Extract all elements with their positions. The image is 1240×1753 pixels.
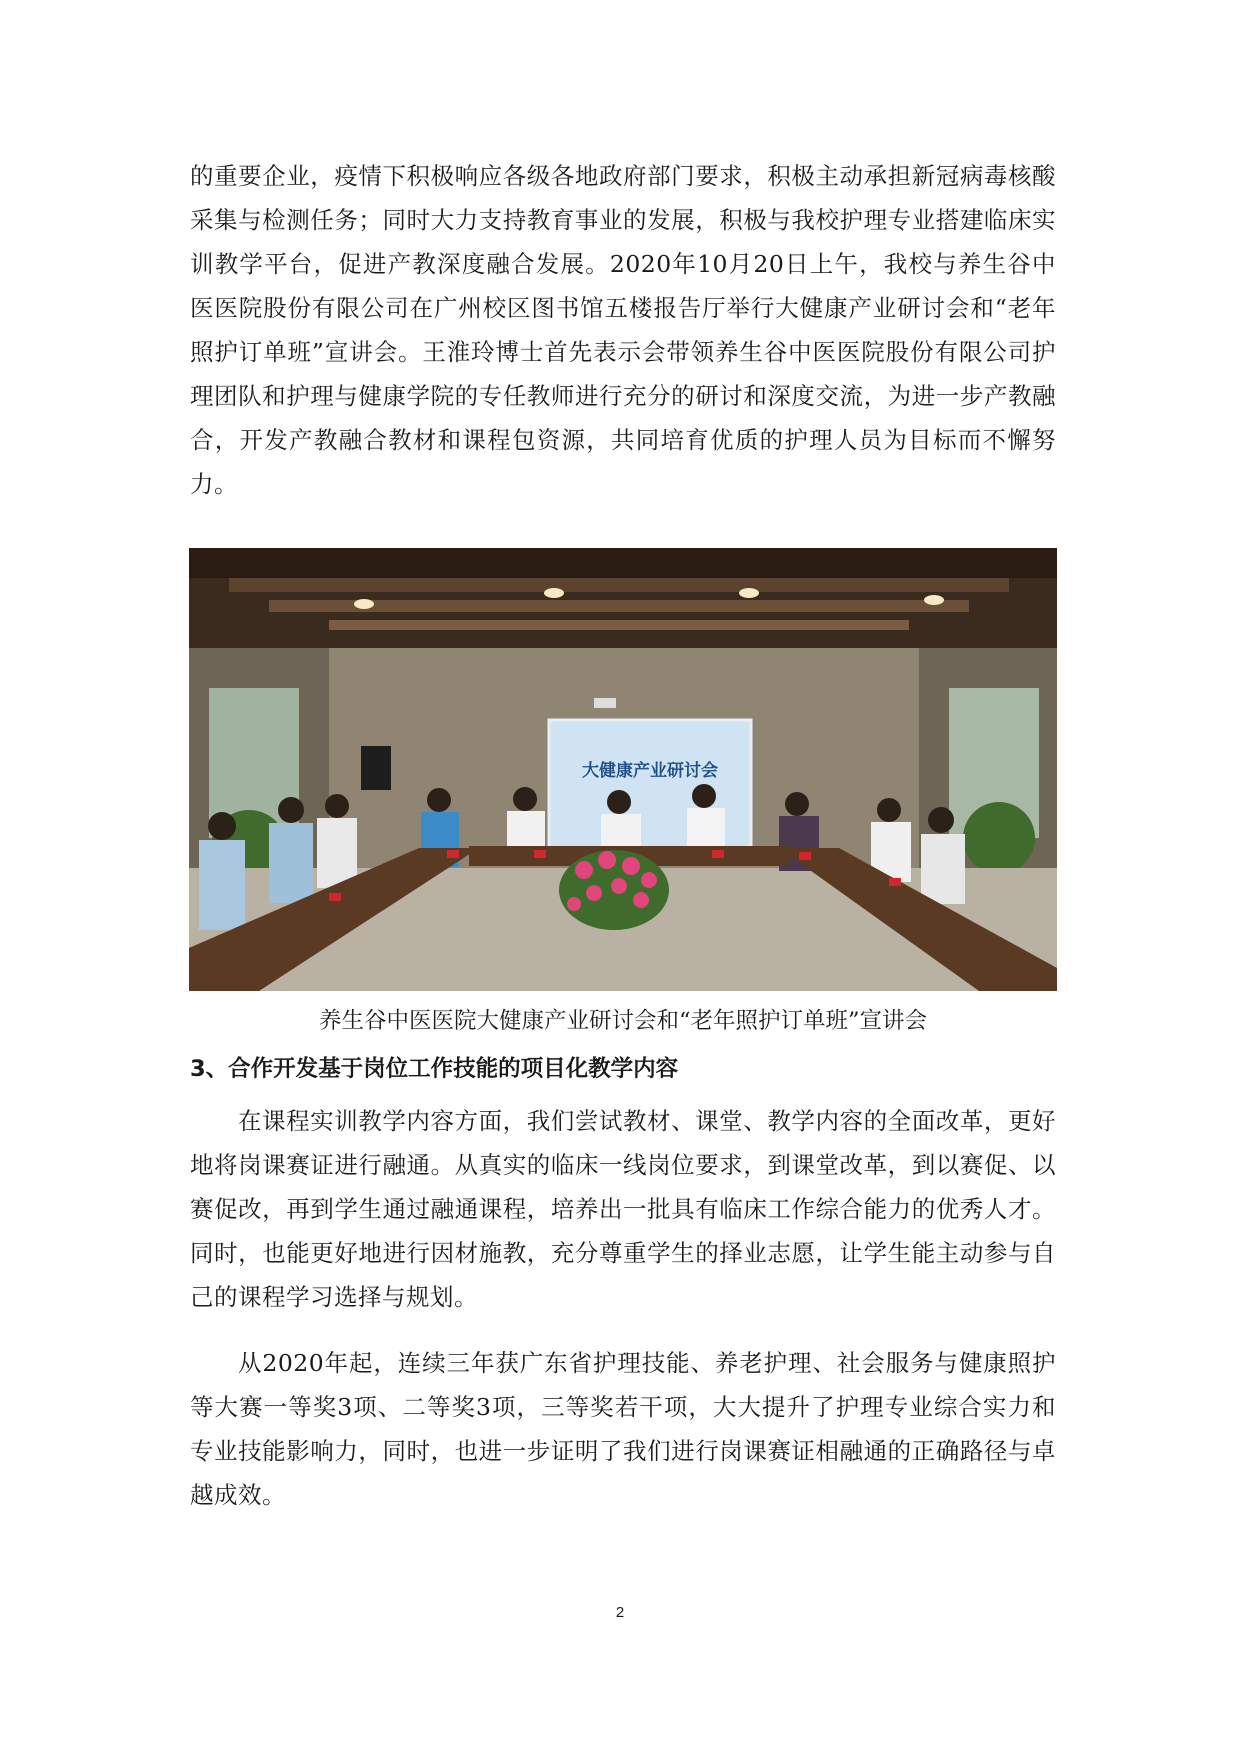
body-paragraph-awards — [190, 1341, 1056, 1517]
page-number: 2 — [615, 1604, 625, 1621]
body-paragraph-teaching — [190, 1099, 1056, 1319]
photo-caption: 养生谷中医医院大健康产业研讨会和“老年照护订单班”宣讲会 — [318, 1008, 927, 1034]
paragraph-text: 从2020年起，连续三年获广东省护理技能、养老护理、社会服务与健康照护等大赛一等奖3项、二等奖3项，三等奖若干项，大大提升了护理专业综合实力和专业技能影响力，同时，也进一步证明了我们进行岗课赛证相融通的正确路径与卓越成效。 — [190, 1349, 1056, 1509]
paragraph-text: 在课程实训教学内容方面，我们尝试教材、课堂、教学内容的全面改革，更好地将岗课赛证进行融通。从真实的临床一线岗位要求，到课堂改革，到以赛促、以赛促改，再到学生通过融通课程，培养出一批具有临床工作综合能力的优秀人才。同时，也能更好地进行因材施教，充分尊重学生的择业志愿，让学生能主动参与自己的课程学习选择与规划。 — [190, 1107, 1056, 1311]
section-heading: 3、合作开发基于岗位工作技能的项目化教学内容 — [190, 1056, 679, 1082]
paragraph-text: 的重要企业，疫情下积极响应各级各地政府部门要求，积极主动承担新冠病毒核酸采集与检测任务；同时大力支持教育事业的发展，积极与我校护理专业搭建临床实训教学平台，促进产教深度融合发展。2020年10月20日上午，我校与养生谷中医医院股份有限公司在广州校区图书馆五楼报告厅举行大健康产业研讨会和“老年照护订单班”宣讲会。王淮玲博士首先表示会带领养生谷中医医院股份有限公司护理团队和护理与健康学院的专任教师进行充分的研讨和深度交流，为进一步产教融合，开发产教融合教材和课程包资源，共同培育优质的护理人员为目标而不懈努力。 — [190, 162, 1056, 498]
meeting-photo-illustration — [189, 548, 1057, 991]
screen-title: 大健康产业研讨会 — [582, 761, 718, 781]
meeting-photo — [189, 548, 1057, 991]
body-paragraph-intro — [190, 154, 1056, 506]
